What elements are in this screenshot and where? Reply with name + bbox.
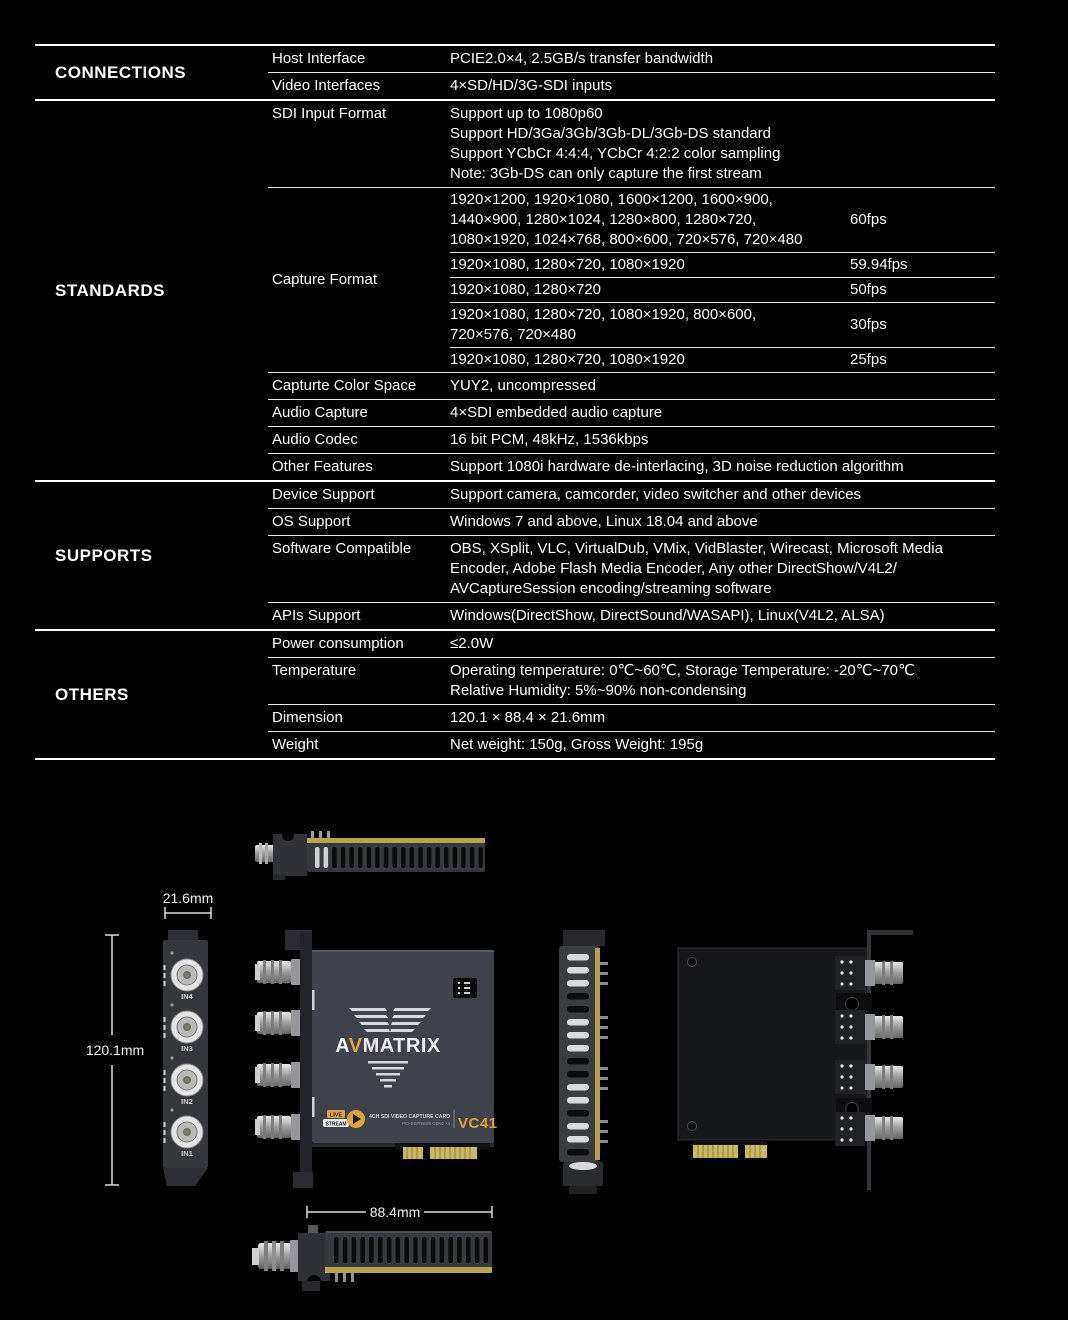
spec-row: [268, 482, 995, 508]
spec-label: Temperature: [272, 662, 357, 679]
spec-value: 4×SDI embedded audio capture: [450, 404, 663, 421]
dimension-depth-label: 88.4mm: [369, 1204, 421, 1220]
spec-value: Support up to 1080p60: [450, 105, 603, 122]
spec-value: PCIE2.0×4, 2.5GB/s transfer bandwidth: [450, 50, 714, 67]
spec-label: Audio Capture: [272, 404, 368, 421]
dimension-width: [165, 907, 211, 919]
card-subtitle-text: PCI-EXPRESS GEN2 ×4: [402, 1121, 450, 1126]
serial-label-icon: [453, 978, 477, 998]
bnc-connector-icon: [255, 1062, 303, 1088]
spec-value: Support camera, camcorder, video switcher and other devices: [450, 486, 862, 503]
spec-row: [268, 101, 995, 187]
fps-value: 60fps: [850, 211, 887, 228]
dimension-height-label: 120.1mm: [85, 1042, 145, 1058]
section-title: SUPPORTS: [55, 545, 153, 565]
spec-row: [268, 453, 995, 480]
bracket-slot-mark: [312, 1097, 315, 1117]
pin-headers-icon: [600, 962, 608, 1143]
bnc-connector-side-icon: [252, 1240, 300, 1272]
live-stream-badge-icon: [323, 1110, 365, 1128]
section-rows: [268, 101, 995, 480]
bnc-connector-icon: [255, 959, 303, 985]
spec-value: Note: 3Gb-DS can only capture the first stream: [450, 165, 762, 182]
spec-label: OS Support: [272, 513, 351, 530]
spec-value: Windows 7 and above, Linux 18.04 and above: [450, 513, 758, 530]
resolution-list: 1080×1920, 1024×768, 800×600, 720×576, 720×480: [450, 231, 803, 248]
fps-value: 50fps: [850, 281, 887, 298]
spec-label: Device Support: [272, 486, 375, 503]
section-title: CONNECTIONS: [55, 62, 187, 82]
spec-row-capture-format: [268, 187, 995, 372]
spec-label: APIs Support: [272, 607, 361, 624]
bracket-slot-mark: [312, 990, 315, 1010]
spec-row: [268, 602, 995, 629]
pcb-gold-edge: [325, 1267, 492, 1273]
capture-format-subrow: [450, 188, 995, 252]
capture-format-subrow: [450, 252, 995, 277]
section-standards: [35, 101, 995, 482]
spec-row: [268, 657, 995, 704]
capture-format-subrow: [450, 347, 995, 372]
capture-format-subrow: [450, 277, 995, 302]
pcie-fingers-icon: [693, 1140, 767, 1158]
spec-row: [268, 426, 995, 453]
spec-value: Encoder, Adobe Flash Media Encoder, Any other DirectShow/V4L2/: [450, 560, 897, 577]
resolution-list: 1920×1080, 1280×720, 1080×1920: [450, 351, 685, 368]
spec-value: 4×SD/HD/3G-SDI inputs: [450, 77, 613, 94]
port-label: IN2: [181, 1097, 193, 1106]
spec-value: Relative Humidity: 5%~90% non-condensing: [450, 682, 747, 699]
spec-row: [268, 372, 995, 399]
capture-format-subrow: [450, 302, 995, 347]
dimension-height: [105, 935, 119, 1185]
port-label: IN3: [181, 1044, 193, 1053]
brand-wordmark: AVMATRIX: [335, 1035, 441, 1057]
spec-row: [268, 46, 995, 72]
resolution-list: 1920×1080, 1280×720, 1080×1920, 800×600,: [450, 306, 757, 323]
figure-card-back: [650, 920, 920, 1200]
bracket-edge-icon: [273, 829, 307, 880]
spec-value: ≤2.0W: [450, 635, 494, 652]
section-others: [35, 631, 995, 758]
spec-label: SDI Input Format: [272, 105, 387, 122]
model-number: VC41: [458, 1115, 498, 1132]
fps-value: 25fps: [850, 351, 887, 368]
spec-label: Capture Format: [272, 271, 378, 288]
pcb-gold-edge: [595, 948, 600, 1160]
spec-row: [268, 535, 995, 602]
bnc-connector-icon: [255, 1010, 303, 1036]
resolution-list: 1920×1080, 1280×720, 1080×1920: [450, 256, 685, 273]
spec-label: Software Compatible: [272, 540, 412, 557]
section-rows: [268, 631, 995, 758]
bnc-rear-icon: [835, 1010, 903, 1044]
section-title: STANDARDS: [55, 280, 165, 300]
spec-label: Host Interface: [272, 50, 366, 67]
dimension-width-label: 21.6mm: [162, 890, 214, 906]
section-title: OTHERS: [55, 684, 129, 704]
spec-value: YUY2, uncompressed: [450, 377, 596, 394]
spec-label: Dimension: [272, 709, 343, 726]
spec-value: Support 1080i hardware de-interlacing, 3D noise reduction algorithm: [450, 458, 904, 475]
resolution-list: 1920×1200, 1920×1080, 1600×1200, 1600×900,: [450, 191, 773, 208]
bnc-rear-icon: [835, 956, 903, 990]
spec-value: Support HD/3Ga/3Gb/3Gb-DL/3Gb-DS standard: [450, 125, 771, 142]
port-label: IN4: [181, 992, 193, 1001]
resolution-list: 1440×900, 1280×1024, 1280×800, 1280×720,: [450, 211, 757, 228]
spec-row: [268, 508, 995, 535]
resolution-list: 1920×1080, 1280×720: [450, 281, 601, 298]
spec-label: Weight: [272, 736, 319, 753]
spec-value: Support YCbCr 4:4:4, YCbCr 4:2:2 color sampling: [450, 145, 781, 162]
spec-label: Power consumption: [272, 635, 404, 652]
figure-bracket-side: [545, 920, 625, 1200]
spec-label: Capturte Color Space: [272, 377, 417, 394]
svg-text:STREAM: STREAM: [325, 1121, 347, 1128]
section-rows: [268, 482, 995, 629]
screw-hole-icon: [688, 1122, 697, 1131]
figure-card-front: [255, 920, 505, 1200]
spec-label: Audio Codec: [272, 431, 358, 448]
bnc-connector-icon: [255, 1114, 303, 1140]
section-connections: [35, 46, 995, 101]
bracket-top-tab: [563, 930, 605, 946]
svg-text:LIVE: LIVE: [329, 1112, 343, 1119]
bracket-foot-icon: [563, 1162, 603, 1194]
spec-row: [268, 731, 995, 758]
spec-value: OBS, XSplit, VLC, VirtualDub, VMix, VidBlaster, Wirecast, Microsoft Media: [450, 540, 943, 557]
spec-value: Net weight: 150g, Gross Weight: 195g: [450, 736, 704, 753]
bracket-body: [559, 946, 599, 1162]
screw-hole-icon: [688, 958, 697, 967]
resolution-list: 720×576, 720×480: [450, 326, 576, 343]
spec-label: Other Features: [272, 458, 373, 475]
spec-value: Windows(DirectShow, DirectSound/WASAPI), Linux(V4L2, ALSA): [450, 607, 885, 624]
figure-bracket-front: [75, 885, 225, 1205]
spec-table: [35, 44, 995, 760]
section-supports: [35, 482, 995, 631]
spec-row: [268, 704, 995, 731]
fps-value: 30fps: [850, 316, 887, 333]
spec-label: Video Interfaces: [272, 77, 381, 94]
spec-row: [268, 631, 995, 657]
pcb-gold-edge: [307, 838, 485, 843]
spec-value: Operating temperature: 0℃~60℃, Storage Temperature: -20℃~70℃: [450, 662, 915, 679]
pcie-fingers-icon: [312, 1143, 494, 1159]
fps-value: 59.94fps: [850, 256, 908, 273]
figure-card-side-bottom: [250, 1195, 500, 1300]
bnc-rear-icon: [835, 1060, 903, 1094]
spec-row: [268, 72, 995, 99]
port-label: IN1: [181, 1149, 193, 1158]
section-rows: [268, 46, 995, 99]
spec-row: [268, 399, 995, 426]
spec-value: 120.1 × 88.4 × 21.6mm: [450, 709, 606, 726]
pin-headers-icon: [335, 1273, 354, 1282]
spec-value: AVCaptureSession encoding/streaming software: [450, 580, 772, 597]
card-title-text: 4CH SDI VIDEO CAPTURE CARD: [369, 1114, 450, 1120]
spec-value: 16 bit PCM, 48kHz, 1536kbps: [450, 431, 649, 448]
figure-card-side-top: [255, 828, 495, 883]
bnc-rear-icon: [835, 1112, 903, 1146]
